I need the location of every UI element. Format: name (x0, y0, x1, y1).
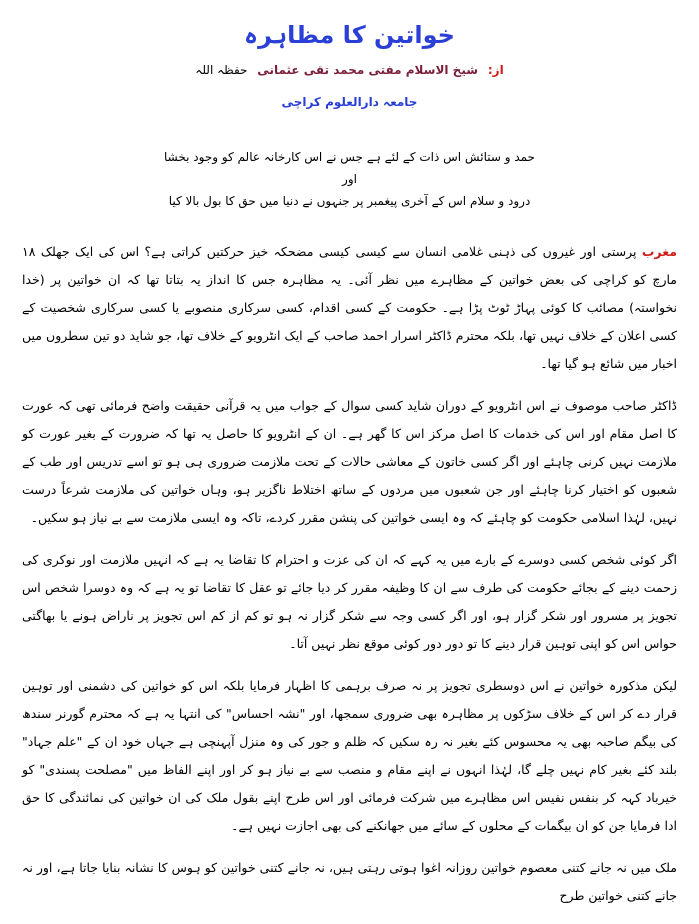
invocation-line: درود و سلام اس کے آخری پیغمبر پر جنہوں نے دنیا میں حق کا بول بالا کیا (168, 194, 531, 208)
paragraph-text: پرستی اور غیروں کی ذہنی غلامی انسان سے کیسی کیسی مضحکہ خیز حرکتیں کراتی ہے؟ اس کی ایک جھلک ۱۸ مارچ کو کراچی کی بعض خواتین کے مظاہرے میں نظر آئی۔ یہ مظاہرہ جس کا انداز یہ بتاتا تھا کہ ان خواتین پر (خدا نخواستہ) مصائب کا کوئی پہاڑ ٹوٹ پڑا ہے۔ حکومت کے کسی اقدام، کسی سرکاری منصوبے یا کسی سرکاری شخصیت کے کسی اعلان کے خلاف نہیں تھا، بلکہ محترم ڈاکٹر اسرار احمد صاحب کے ایک انٹرویو کے خلاف تھا، جو شاید دو تین سطروں میں اخبار میں شائع ہو گیا تھا۔ (22, 244, 677, 371)
author-honorific: حفظہ اللہ (195, 63, 248, 77)
paragraph-text: ڈاکٹر صاحب موصوف نے اس انٹرویو کے دوران شاید کسی سوال کے جواب میں یہ قرآنی حقیقت واضح فرمائی تھی کہ عورت کا اصل مقام اور اس کی خدمات کا اصل مرکز اس کا گھر ہے۔ ان کے انٹرویو کا حاصل یہ تھا کہ ضرورت کے بغیر عورت کو ملازمت نہیں کرنی چاہئے اور اگر کسی خاتون کے معاشی حالات کے تحت ملازمت ضروری ہی ہو تو اسے تدریس اور طب کے شعبوں کو اختیار کرنا چاہئے اور جن شعبوں میں مردوں کے ساتھ اختلاط ناگزیر ہو، وہاں خواتین کی ملازمت شرعاً درست نہیں، لہٰذا اسلامی حکومت کو چاہئے کہ وہ ایسی خواتین کی پنشن مقرر کردے، تاکہ وہ ایسی ملازمت سے بے نیاز ہو سکیں۔ (22, 398, 677, 525)
paragraph (22, 854, 677, 910)
invocation-line: اور (342, 172, 357, 186)
invocation-line: حمد و ستائش اس ذات کے لئے ہے جس نے اس کارخانہ عالم کو وجود بخشا (164, 150, 535, 164)
page-title: خواتین کا مظاہرہ (244, 21, 455, 49)
paragraph-text: اگر کوئی شخص کسی دوسرے کے بارے میں یہ کہے کہ ان کی عزت و احترام کا تقاضا یہ ہے کہ انہیں ملازمت اور نوکری کی زحمت دینے کے بجائے حکومت کی طرف سے ان کا وظیفہ مقرر کر دیا جائے تو عقل کا تقاضا تو یہ ہے کہ وہ دوسرا شخص اس تجویز پر مسرور اور شکر گزار ہو، اور اگر کسی وجہ سے شکر گزار نہ ہو تو کم از کم اس تجویز پر ناراض ہونے یا بھاگتی حواس اس کو اپنی توہین قرار دینے کا تو دور دور کوئی موقع نظر نہیں آتا۔ (22, 552, 677, 651)
author-line (0, 60, 699, 80)
paragraph-lead-word: مغرب (641, 244, 677, 259)
paragraph (22, 392, 677, 532)
paragraph (22, 672, 677, 840)
paragraph-text: ملک میں نہ جانے کتنی معصوم خواتین روزانہ اغوا ہوتی رہتی ہیں، نہ جانے کتنی خواتین کو ہوس کا نشانہ بنایا جاتا ہے، اور نہ جانے کتنی خواتین طرح (22, 860, 677, 903)
paragraph (22, 546, 677, 658)
paragraph (22, 238, 677, 378)
article-body (22, 238, 677, 924)
institution-name: جامعہ دارالعلوم کراچی (281, 95, 418, 109)
invocation-block (0, 146, 699, 212)
paragraph-text: لیکن مذکورہ خواتین نے اس دوسطری تجویز پر نہ صرف برہمی کا اظہار فرمایا بلکہ اس کو خواتین کی دشمنی اور توہین قرار دے کر اس کے خلاف سڑکوں پر مظاہرہ بھی ضروری سمجھا، اور "نشہ احساس" کی انتہا یہ ہے کہ محترم گورنر سندھ کی بیگم صاحبہ بھی یہ محسوس کئے بغیر نہ رہ سکیں کہ ظلم و جور کی وہ منزل آپہنچی ہے جہاں خود ان کے "علم جہاد" بلند کئے بغیر کام نہیں چلے گا، لہٰذا انہوں نے اپنے مقام و منصب سے بے نیاز ہو کر اور اپنے الفاظ میں "مصلحت پسندی" کو خیرباد کہہ کر بنفس نفیس اس مظاہرے میں شرکت فرمائی اور اس طرح اپنے بقول ملک کی ان خواتین کی نمائندگی کا حق ادا فرمایا جن کو ان بیگمات کے محلوں کے سائے میں جھانکنے کی بھی اجازت نہیں ہے۔ (22, 678, 677, 833)
author-prefix: از: (487, 63, 504, 77)
author-name: شیخ الاسلام مفتی محمد تقی عثمانی (257, 63, 479, 77)
